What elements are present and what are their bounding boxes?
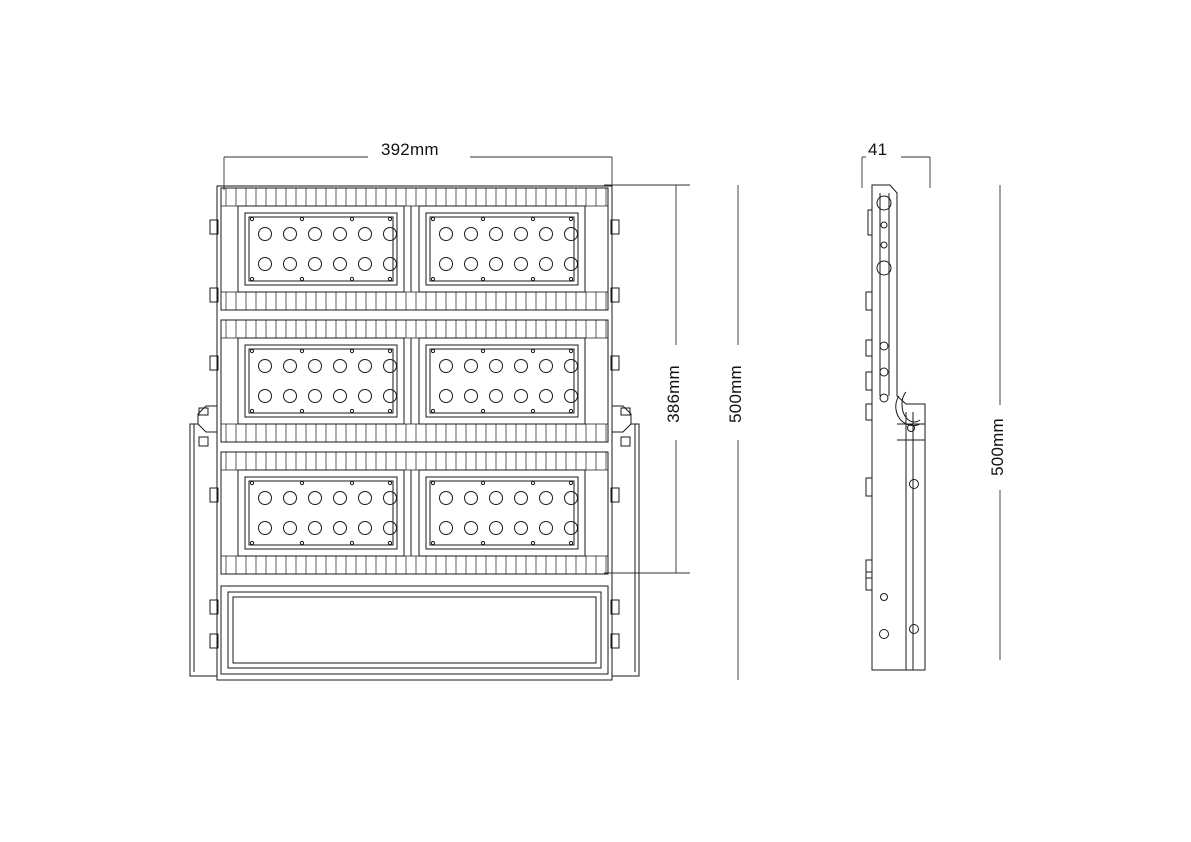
led-panel-2-left-outer — [238, 338, 404, 424]
side-hole-5 — [880, 342, 888, 350]
side-clip-1 — [868, 210, 872, 235]
side-hole-12 — [880, 630, 889, 639]
side-clip-4 — [866, 372, 872, 390]
side-hole-6 — [880, 368, 888, 376]
led-panel-1-right-inner — [426, 213, 578, 285]
module-2-fins — [221, 320, 608, 338]
led-panel-2-right-inner2 — [430, 349, 574, 413]
driver-outer — [221, 586, 608, 674]
module-3-fins — [221, 452, 608, 470]
side-hole-2 — [881, 222, 887, 228]
side-hole-11 — [881, 594, 888, 601]
module-3-fins-bottom — [221, 556, 608, 574]
side-view — [866, 185, 925, 670]
led-panel-3-left-inner2 — [249, 481, 393, 545]
module-1-fins-bottom — [221, 292, 608, 310]
module-1-fins — [221, 188, 608, 206]
side-hole-7 — [880, 394, 888, 402]
side-clip-3 — [866, 340, 872, 356]
side-hook-outer — [896, 396, 920, 426]
led-array-1-left — [250, 217, 396, 280]
led-array-2-left — [250, 349, 396, 412]
dimension-front-overall-height: 500mm — [726, 365, 745, 423]
led-array-2-right — [431, 349, 577, 412]
module-2-fins-bottom — [221, 424, 608, 442]
side-hole-3 — [881, 242, 887, 248]
module-row-3 — [221, 452, 608, 574]
side-hole-10 — [910, 625, 919, 634]
driver-mid — [228, 592, 601, 668]
dimension-front-width: 392mm — [381, 140, 439, 159]
led-panel-2-right-outer — [419, 338, 585, 424]
led-array-3-left — [250, 481, 396, 544]
led-panel-1-left-outer — [238, 206, 404, 292]
dimension-front-height: 386mm — [664, 365, 683, 423]
led-panel-3-right-inner — [426, 477, 578, 549]
led-panel-2-left-inner2 — [249, 349, 393, 413]
side-hole-9 — [910, 480, 919, 489]
led-panel-2-left-inner — [245, 345, 397, 417]
led-panel-3-right-outer — [419, 470, 585, 556]
side-clip-7 — [866, 560, 872, 578]
driver-inner — [233, 597, 596, 663]
module-row-1 — [221, 188, 608, 310]
bracket-right-hole-2 — [621, 437, 630, 446]
module-row-2 — [221, 320, 608, 442]
led-panel-3-left-inner — [245, 477, 397, 549]
side-clip-8 — [866, 572, 872, 590]
led-panel-3-right-inner2 — [430, 481, 574, 545]
led-array-3-right — [431, 481, 577, 544]
dimension-side-height: 500mm — [988, 418, 1007, 476]
front-view — [190, 186, 639, 680]
side-clip-6 — [866, 478, 872, 496]
dimension-side-width: 41 — [868, 140, 888, 159]
led-panel-1-right-outer — [419, 206, 585, 292]
side-clip-2 — [866, 292, 872, 310]
led-panel-1-left-inner2 — [249, 217, 393, 281]
led-panel-1-right-inner2 — [430, 217, 574, 281]
side-clip-5 — [866, 404, 872, 420]
bracket-left-hole-2 — [199, 437, 208, 446]
led-panel-1-left-inner — [245, 213, 397, 285]
side-hook — [902, 392, 920, 422]
led-panel-3-left-outer — [238, 470, 404, 556]
driver-housing — [221, 586, 608, 674]
led-array-1-right — [431, 217, 577, 280]
led-panel-2-right-inner — [426, 345, 578, 417]
